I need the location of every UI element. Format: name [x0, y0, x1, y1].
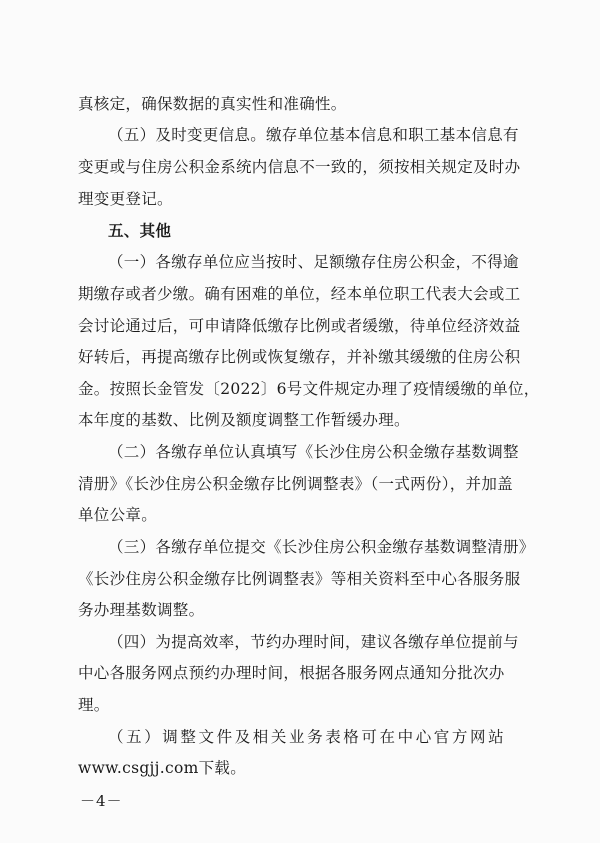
paragraph-line: （一）各缴存单位应当按时、足额缴存住房公积金，不得逾 — [108, 253, 519, 271]
paragraph-line: 期缴存或者少缴。确有困难的单位，经本单位职工代表大会或工 — [78, 285, 521, 303]
paragraph-line: 清册》《长沙住房公积金缴存比例调整表》（一式两份），并加盖 — [78, 475, 513, 493]
paragraph-line: （五）调整文件及相关业务表格可在中心官方网站 — [108, 728, 507, 746]
paragraph-line: 理。 — [78, 696, 110, 714]
paragraph-line: （三）各缴存单位提交《长沙住房公积金缴存基数调整清册》 — [108, 538, 535, 556]
paragraph-line: 会讨论通过后，可申请降低缴存比例或者缓缴，待单位经济效益 — [78, 317, 521, 335]
paragraph-line: 务办理基数调整。 — [78, 601, 205, 619]
paragraph-line: 单位公章。 — [78, 506, 158, 524]
section-heading: 五、其他 — [108, 221, 172, 240]
paragraph-line: 真核定，确保数据的真实性和准确性。 — [78, 95, 347, 113]
paragraph-line: 金。按照长金管发〔2022〕6号文件规定办理了疫情缓缴的单位， — [78, 380, 540, 398]
paragraph-line: 中心各服务网点预约办理时间，根据各服务网点通知分批次办 — [78, 664, 505, 682]
paragraph-line: 本年度的基数、比例及额度调整工作暂缓办理。 — [78, 411, 410, 429]
paragraph-line: （四）为提高效率，节约办理时间，建议各缴存单位提前与 — [108, 633, 519, 651]
page-number: －4－ — [80, 792, 123, 810]
paragraph-line: （五）及时变更信息。缴存单位基本信息和职工基本信息有 — [108, 126, 519, 144]
paragraph-line: www.csgjj.com下载。 — [78, 759, 246, 777]
paragraph-line: 好转后，再提高缴存比例或恢复缴存，并补缴其缓缴的住房公积 — [78, 348, 521, 366]
paragraph-line: 理变更登记。 — [78, 190, 173, 208]
paragraph-line: 《长沙住房公积金缴存比例调整表》等相关资料至中心各服务服 — [78, 570, 521, 588]
paragraph-line: （二）各缴存单位认真填写《长沙住房公积金缴存基数调整 — [108, 443, 519, 461]
paragraph-line: 变更或与住房公积金系统内信息不一致的，须按相关规定及时办 — [78, 158, 521, 176]
